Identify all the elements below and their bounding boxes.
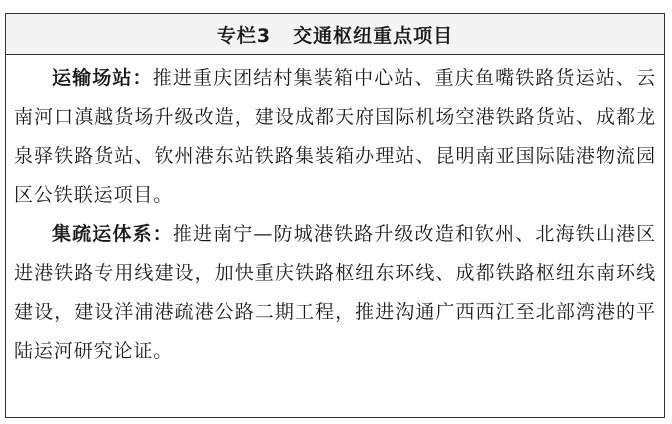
- column-body: [6, 55, 664, 371]
- column-label: 专栏3: [216, 24, 272, 47]
- paragraph-transport-stations: [14, 59, 656, 215]
- column-title: 交通枢纽重点项目: [293, 24, 454, 47]
- section-heading: 运输场站：: [52, 67, 153, 89]
- project-column-box: [5, 13, 665, 418]
- section-text: 推进重庆团结村集装箱中心站、重庆鱼嘴铁路货运站、云南河口滇越货场升级改造，建设成都天府国际机场空港铁路货站、成都龙泉驿铁路货站、钦州港东站铁路集装箱办理站、昆明南亚国际陆港物流园区公铁联运项目。: [14, 67, 656, 206]
- section-text: 推进南宁—防城港铁路升级改造和钦州、北海铁山港区进港铁路专用线建设，加快重庆铁路枢纽东环线、成都铁路枢纽东南环线建设，建设洋浦港疏港公路二期工程，推进沟通广西西江至北部湾港的平陆运河研究论证。: [14, 223, 657, 362]
- section-heading: 集疏运体系：: [52, 223, 173, 245]
- column-header: [6, 14, 664, 55]
- paragraph-collection-distribution: [14, 215, 656, 371]
